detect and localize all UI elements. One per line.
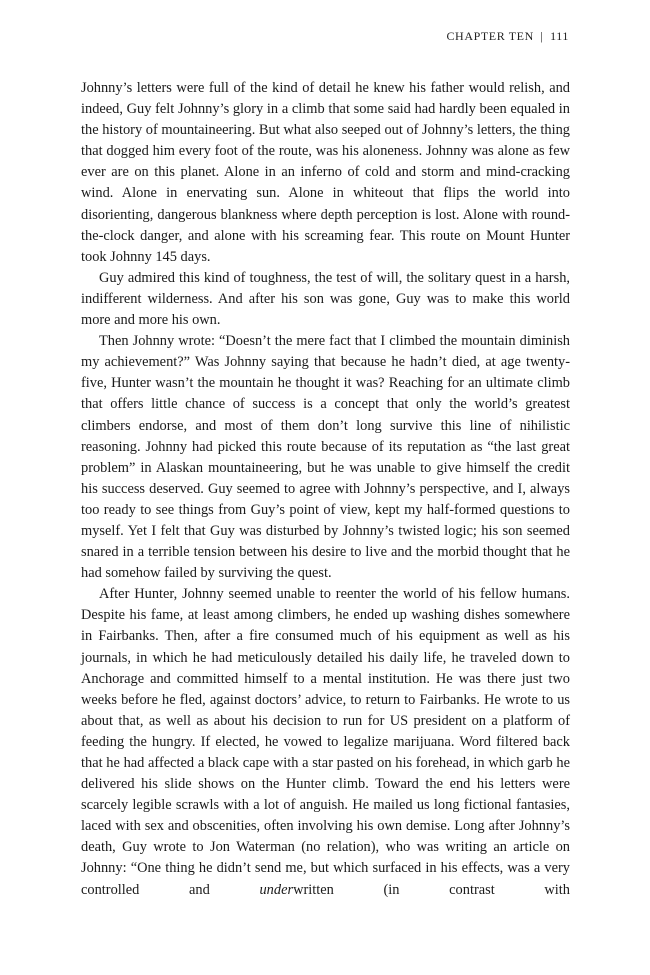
paragraph-4-emphasis: under [259,881,294,898]
running-head [446,29,569,44]
paragraph-4 [81,584,570,900]
running-head-separator: | [540,29,544,43]
paragraph-2: Guy admired this kind of toughness, the test of will, the solitary quest in a harsh, indifferent wilderness. And after his son was gone, Guy was to make this world more and more his own. [81,269,570,329]
chapter-title: CHAPTER TEN [446,29,534,43]
page-number: 111 [550,29,569,43]
body-text [81,78,570,901]
paragraph-4-text-end: written (in contrast with [293,881,570,898]
paragraph-3: Then Johnny wrote: “Doesn’t the mere fact that I climbed the mountain diminish my achievement?” Was Johnny saying that because he hadn’t died, at age twenty-five, Hunter wasn’t the mountain he thought it was? Reaching for an ultimate climb that offers little chance of success is a concept that only the world’s greatest climbers endorse, and most of them don’t long survive this line of nihilistic reasoning. Johnny had picked this route because of its reputation as “the last great problem” in Alaskan mountaineering, but he was unable to give himself the credit his success deserved. Guy seemed to agree with Johnny’s perspective, and I, always too ready to see things from Guy’s point of view, kept my half-formed questions to myself. Yet I felt that Guy was disturbed by Johnny’s twisted logic; his son seemed snared in a terrible tension between his desire to live and the morbid thought that he had somehow failed by surviving the quest. [81,333,570,582]
paragraph-1: Johnny’s letters were full of the kind of detail he knew his father would relish, and indeed, Guy felt Johnny’s glory in a climb that some said had hardly been equaled in the history of mountaineering. But what also seeped out of Johnny’s letters, the thing that dogged him every foot of the route, was his aloneness. Johnny was alone as few ever are on this planet. Alone in an inferno of cold and storm and mind-cracking wind. Alone in enervating sun. Alone in whiteout that flips the world into disorienting, dangerous blankness where depth perception is lost. Alone with round-the-clock danger, and alone with his screaming fear. This route on Mount Hunter took Johnny 145 days. [81,80,570,265]
paragraph-4-text: After Hunter, Johnny seemed unable to reenter the world of his fellow humans. Despite his fame, at least among climbers, he ended up washing dishes somewhere in Fairbanks. Then, after a fire consumed much of his equipment as well as his journals, in which he had meticulously detailed his daily life, he traveled down to Anchorage and committed himself to a mental institution. He was there just two weeks before he fled, against doctors’ advice, to return to Fairbanks. He wrote to us about that, as well as about his decision to run for US president on a platform of feeding the hungry. If elected, he vowed to legalize marijuana. Word filtered back that he had affected a black cape with a star pasted on his forehead, in which garb he delivered his slide shows on the Hunter climb. Toward the end his letters were scarcely legible scrawls with a lot of anguish. He mailed us long fictional fantasies, laced with sex and obscenities, often involving his own demise. Long after Johnny’s death, Guy wrote to Jon Waterman (no relation), who was writing an article on Johnny: “One thing he didn’t send me, but which surfaced in his effects, was a very controlled and [81,586,570,898]
